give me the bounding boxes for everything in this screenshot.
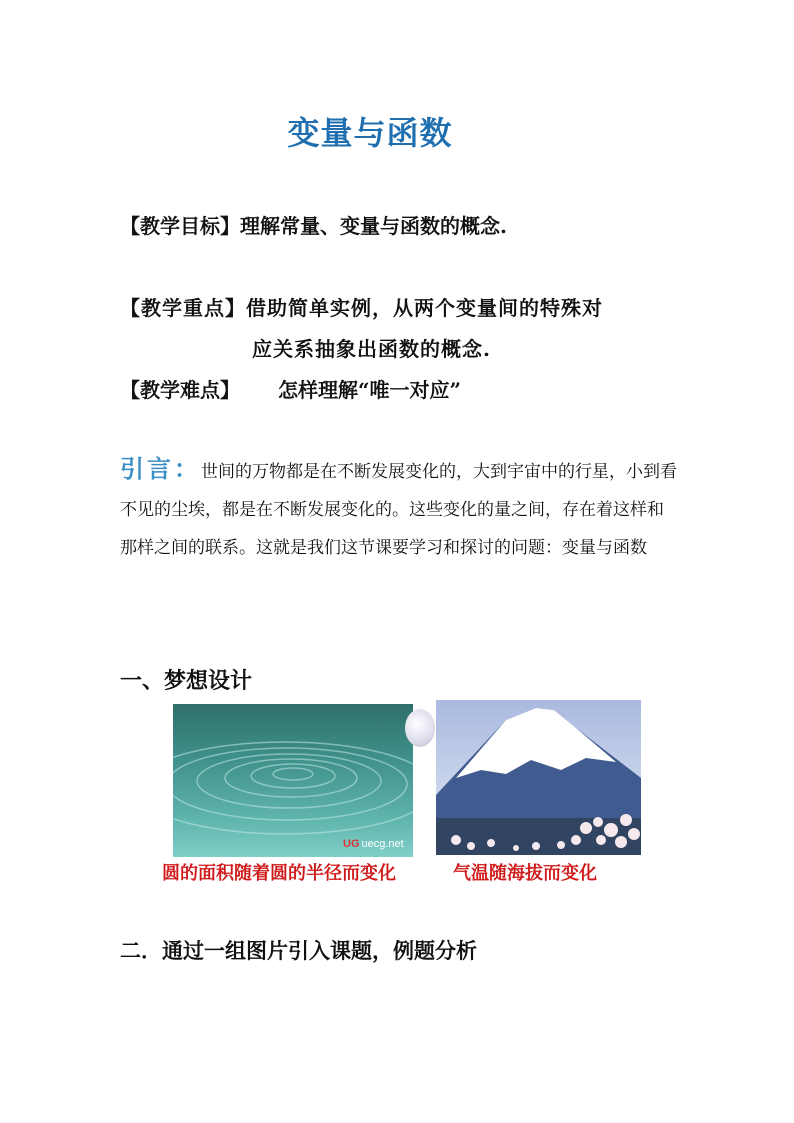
intro-text: 世间的万物都是在不断发展变化的，大到宇宙中的行星，小到看不见的尘埃，都是在不断发展变化的。这些变化的量之间，存在着这样和那样之间的联系。这就是我们这节课要学习和探讨的问题：变量与函数 [120, 462, 677, 558]
decorative-sphere [405, 709, 435, 747]
teaching-goal-label: 【教学目标】 [120, 214, 240, 238]
section-heading-2: 二．通过一组图片引入课题，例题分析 [120, 938, 477, 963]
intro-paragraph [120, 450, 680, 567]
mount-fuji-image [436, 700, 641, 855]
teaching-key-label: 【教学重点】 [120, 296, 246, 320]
water-ripple-image [173, 704, 413, 857]
teaching-goal-text: 理解常量、变量与函数的概念. [240, 214, 507, 238]
section-heading-1: 一、梦想设计 [120, 668, 253, 694]
intro-keyword: 引言： [120, 454, 201, 483]
teaching-key-point [120, 292, 603, 321]
teaching-key-text-line2: 应关系抽象出函数的概念. [252, 337, 491, 361]
teaching-goal [120, 210, 507, 239]
teaching-key-text-line1: 借助简单实例，从两个变量间的特殊对 [246, 296, 603, 320]
watermark-logo: UG [343, 838, 360, 850]
page-title: 变量与函数 [287, 114, 453, 152]
watermark [343, 838, 404, 850]
caption-temperature-altitude: 气温随海拔而变化 [453, 863, 597, 883]
watermark-text: uecg.net [361, 838, 404, 850]
teaching-difficulty-label: 【教学难点】 [120, 378, 240, 402]
caption-circle-area: 圆的面积随着圆的半径而变化 [162, 863, 396, 883]
teaching-difficulty-text: 怎样理解“唯一对应” [278, 378, 462, 402]
teaching-difficulty [120, 374, 461, 403]
